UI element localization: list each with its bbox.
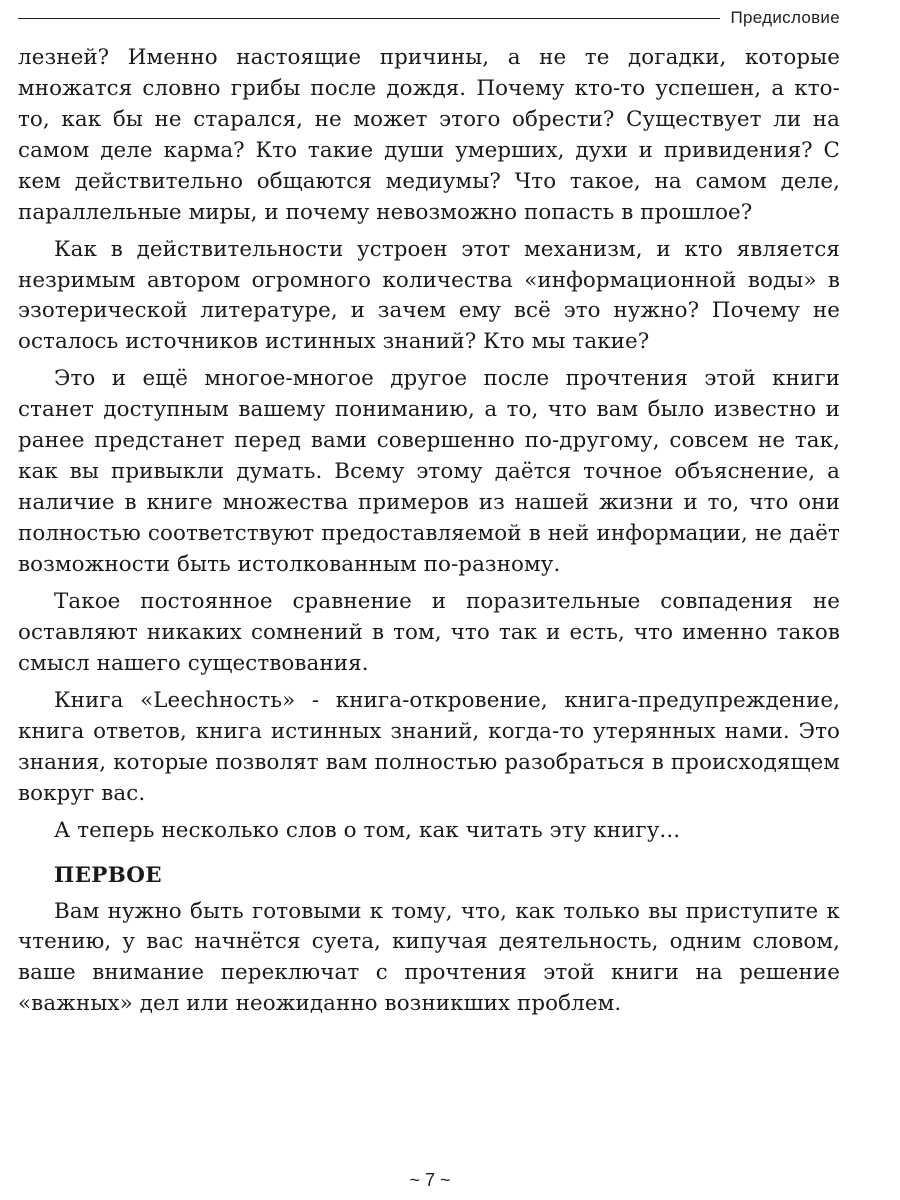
section-heading: ПЕРВОЕ [54,862,163,888]
page-body [18,43,840,1026]
paragraph: Книга «Leechность» - книга-откровение, книга-предупреждение, книга ответов, книга истинных знаний, когда-то утерянных нами. Это знания, которые позволят вам полностью разобраться в происходящем вокруг вас. [18,687,840,806]
chapter-title: Предисловие [730,8,840,27]
paragraph: Такое постоянное сравнение и поразительные совпадения не оставляют никаких сомнений в том, что так и есть, что именно таков смысл нашего существования. [18,588,840,676]
paragraph: Это и ещё многое-многое другое после прочтения этой книги станет доступным вашему пониманию, а то, что вам было известно и ранее предстанет перед вами совершенно по-другому, совсем не так, как вы привыкли думать. Всему этому даётся точное объяснение, а наличие в книге множества примеров из нашей жизни и то, что они полностью соответствуют предоставляемой в ней информации, не даёт возможности быть истолкованным по-разному. [18,366,840,577]
paragraph-continued: лезней? Именно настоящие причины, а не те догадки, которые множатся словно грибы после дождя. Почему кто-то успешен, а кто-то, как бы не старался, не может этого обрести? Существует ли на самом деле карма? Кто такие души умерших, духи и привидения? С кем действительно общаются медиумы? Что такое, на самом деле, параллельные миры, и почему невозможно попасть в прошлое? [18,45,840,225]
header-rule [18,18,720,19]
paragraph: Как в действительности устроен этот механизм, и кто является незримым автором огромного количества «информационной воды» в эзотерической литературе, и зачем ему всё это нужно? Почему не осталось источников истинных знаний? Кто мы такие? [18,236,840,355]
paragraph: Вам нужно быть готовыми к тому, что, как только вы приступите к чтению, у вас начнётся суета, кипучая деятельность, одним словом, ваше внимание переключат с прочтения этой книги на решение «важных» дел или неожиданно возникших проблем. [18,898,840,1017]
running-header [18,6,840,30]
paragraph: А теперь несколько слов о том, как читать эту книгу... [54,817,681,843]
page-number: ~ 7 ~ [409,1170,451,1190]
